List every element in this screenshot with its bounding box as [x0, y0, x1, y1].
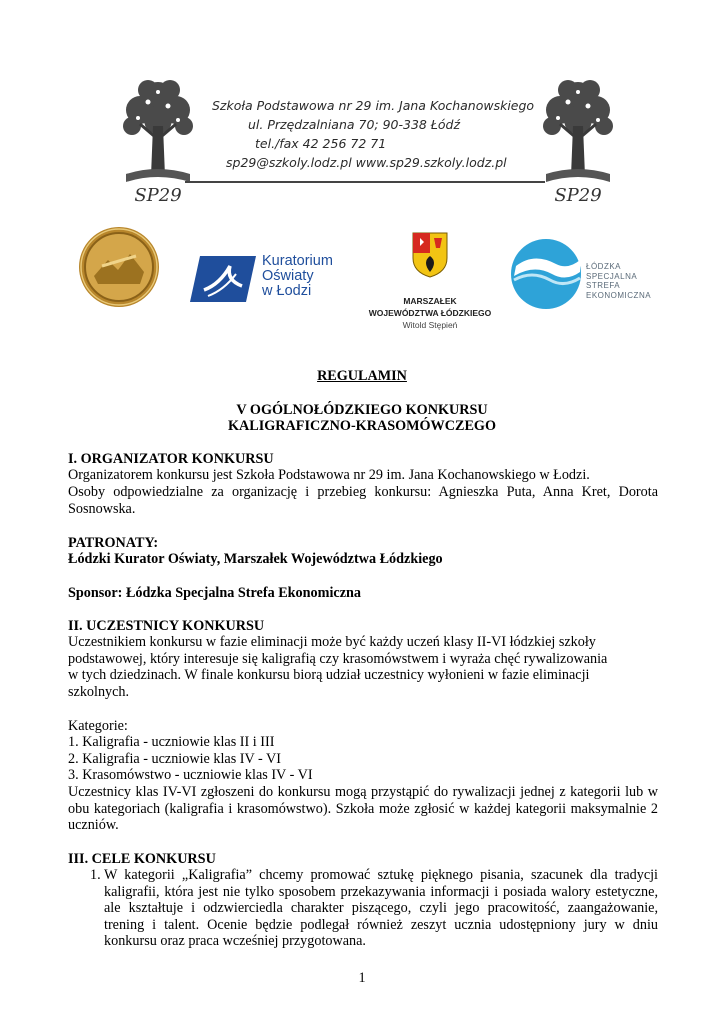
lsse-line2: SPECJALNA — [586, 271, 638, 281]
patronaty-heading: PATRONATY: — [68, 535, 159, 551]
section-2-line-2: podstawowej, który interesuje się kaligrafią czy krasomówstwem i wyraża chęć rywalizowania — [68, 651, 608, 667]
school-address: ul. Przędzalniana 70; 90-338 Łódź — [248, 117, 461, 132]
section-3-item-number: 1. — [90, 867, 101, 883]
marshal-line2: WOJEWÓDZTWA ŁÓDZKIEGO — [368, 308, 492, 318]
section-2-line-3: w tych dziedzinach. W finale konkursu biorą udział uczestnicy wyłonieni w fazie eliminacji — [68, 667, 590, 683]
section-1-heading: I. ORGANIZATOR KONKURSU — [68, 451, 274, 467]
category-1: 1. Kaligrafia - uczniowie klas II i III — [68, 734, 275, 750]
section-2-heading: II. UCZESTNICY KONKURSU — [68, 618, 265, 634]
category-2: 2. Kaligrafia - uczniowie klas IV - VI — [68, 751, 282, 767]
section-3-heading: III. CELE KONKURSU — [68, 851, 216, 867]
section-2-line-1: Uczestnikiem konkursu w fazie eliminacji może być każdy uczeń klasy II-VI łódzkiej szkoły — [68, 634, 596, 650]
patronaty-text: Łódzki Kurator Oświaty, Marszałek Województwa Łódzkiego — [68, 551, 443, 567]
marshal-crest — [412, 232, 448, 278]
medal-logo — [78, 226, 160, 308]
kuratorium-line3: w Łodzi — [262, 283, 312, 299]
category-3: 3. Krasomówstwo - uczniowie klas IV - VI — [68, 767, 313, 783]
section-2-line-4: szkolnych. — [68, 684, 130, 700]
kuratorium-line2: Oświaty — [262, 268, 314, 284]
lsse-logo — [510, 238, 582, 310]
header-divider — [185, 181, 545, 183]
doc-subtitle-2: KALIGRAFICZNO-KRASOMÓWCZEGO — [227, 418, 496, 434]
school-web: sp29@szkoly.lodz.pl www.sp29.szkoly.lodz.pl — [226, 155, 507, 170]
emblem-label-left: SP29 — [134, 185, 182, 206]
school-phone: tel./fax 42 256 72 71 — [255, 136, 387, 151]
emblem-label-right: SP29 — [554, 185, 602, 206]
section-1-paragraph-1: Organizatorem konkursu jest Szkoła Podstawowa nr 29 im. Jana Kochanowskiego w Łodzi. — [68, 467, 590, 483]
sponsor-text: Sponsor: Łódzka Specjalna Strefa Ekonomiczna — [68, 585, 361, 601]
doc-subtitle-1: V OGÓLNOŁÓDZKIEGO KONKURSU — [236, 402, 488, 418]
lsse-line1: ŁÓDZKA — [586, 262, 622, 271]
kuratorium-mark — [190, 256, 256, 302]
tree-emblem-right — [538, 76, 618, 206]
marshal-line3: Witold Stępień — [402, 320, 458, 330]
section-2-paragraph-2: Uczestnicy klas IV-VI zgłoszeni do konkursu mogą przystąpić do rywalizacji jednej z kategorii lub w obu kategoriach (kaligrafia i krasomówstwo). Szkoła może zgłosić w każdej kategorii maksymalnie 2 uczniów. — [68, 784, 658, 833]
letterhead — [0, 0, 725, 210]
categories-label: Kategorie: — [68, 718, 128, 734]
section-3-item-1: W kategorii „Kaligrafia” chcemy promować sztukę pięknego pisania, szacunek dla tradycji kaligrafii, która jest nie tylko sposobem przekazywania informacji i posiada walory estetyczne, ale kształtuje i odzwierciedla charakter piszącego, czyli jego pracowitość, zaangażowanie, trening i talent. Ocenie będzie podlegał również zeszyt ucznia udostępniony jury w dniu konkursu oraz praca wcześniej przygotowana. — [104, 867, 658, 949]
lsse-line3: STREFA — [586, 281, 621, 290]
section-1-paragraph-2: Osoby odpowiedzialne za organizację i przebieg konkursu: Agnieszka Puta, Anna Kret, Dorota Sosnowska. — [68, 484, 658, 517]
tree-emblem-left — [118, 76, 198, 206]
kuratorium-logo — [190, 254, 350, 302]
page-number: 1 — [358, 970, 366, 986]
kuratorium-line1: Kuratorium — [262, 253, 333, 269]
marshal-line1: MARSZAŁEK — [403, 296, 457, 306]
school-name: Szkoła Podstawowa nr 29 im. Jana Kochanowskiego — [212, 98, 535, 113]
lsse-line4: EKONOMICZNA — [586, 290, 652, 300]
doc-title: REGULAMIN — [317, 368, 407, 384]
